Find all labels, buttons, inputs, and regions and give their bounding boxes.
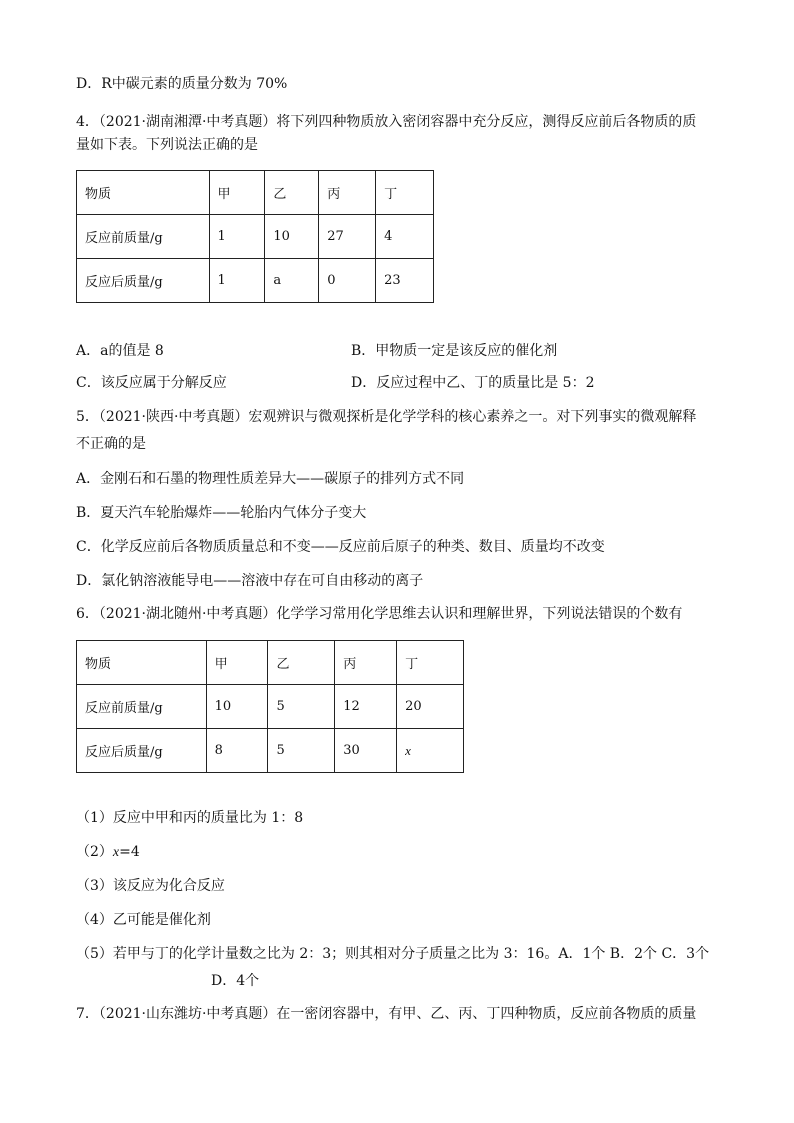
table-header-cell: 丙: [335, 641, 397, 685]
q6-statement-5: （5）若甲与丁的化学计量数之比为 2：3；则其相对分子质量之比为 3：16。A．1个 B．2个 C．3个: [76, 946, 710, 962]
q5-option-c: C．化学反应前后各物质质量总和不变——反应前后原子的种类、数目、质量均不改变: [76, 539, 605, 555]
table-header-cell: 物质: [77, 641, 207, 685]
table-header-cell: 甲: [206, 641, 268, 685]
table-row: [77, 729, 464, 773]
table-cell: 1: [209, 259, 265, 303]
q4-stem-line2: 量如下表。下列说法正确的是: [76, 137, 258, 153]
table-row: [77, 259, 434, 303]
q6-data-table: [76, 640, 464, 773]
table-cell: 12: [335, 685, 397, 729]
q6-statement-1: （1）反应中甲和丙的质量比为 1：8: [76, 810, 304, 826]
table-cell: 8: [206, 729, 268, 773]
table-cell: 30: [335, 729, 397, 773]
table-header-cell: 乙: [265, 171, 319, 215]
table-cell: 10: [206, 685, 268, 729]
q6-option-d: D．4个: [211, 973, 260, 989]
table-header-row: [77, 641, 464, 685]
q3-option-d: D．R中碳元素的质量分数为 70%: [76, 76, 288, 92]
q5-option-b: B．夏天汽车轮胎爆炸——轮胎内气体分子变大: [76, 505, 367, 521]
table-cell: a: [265, 259, 319, 303]
table-header-cell: 丙: [319, 171, 376, 215]
table-cell: 23: [376, 259, 434, 303]
q4-option-c: C．该反应属于分解反应: [76, 375, 227, 391]
table-header-cell: 物质: [77, 171, 210, 215]
q4-option-a: A．a的值是 8: [76, 343, 164, 359]
table-cell: 1: [209, 215, 265, 259]
q6-stem: 6．（2021·湖北随州·中考真题）化学学习常用化学思维去认识和理解世界，下列说法错误的个数有: [76, 606, 683, 622]
table-cell: 20: [397, 685, 464, 729]
table-row: [77, 685, 464, 729]
table-cell: 27: [319, 215, 376, 259]
table-row: [77, 215, 434, 259]
q4-option-b: B．甲物质一定是该反应的催化剂: [351, 343, 558, 359]
table-header-row: [77, 171, 434, 215]
q4-data-table: [76, 170, 434, 303]
q5-option-a: A．金刚石和石墨的物理性质差异大——碳原子的排列方式不同: [76, 471, 465, 487]
table-cell: 10: [265, 215, 319, 259]
table-header-cell: 乙: [268, 641, 335, 685]
q6-statement-3: （3）该反应为化合反应: [76, 878, 225, 894]
table-cell: 反应后质量/g: [77, 729, 207, 773]
table-header-cell: 丁: [397, 641, 464, 685]
q5-stem-line1: 5．（2021·陕西·中考真题）宏观辨识与微观探析是化学学科的核心素养之一。对下列事实的微观解释: [76, 409, 697, 425]
q6-statement-4: （4）乙可能是催化剂: [76, 912, 211, 928]
q4-stem-line1: 4．（2021·湖南湘潭·中考真题）将下列四种物质放入密闭容器中充分反应，测得反应前后各物质的质: [76, 114, 697, 130]
q7-stem: 7．（2021·山东潍坊·中考真题）在一密闭容器中，有甲、乙、丙、丁四种物质，反应前各物质的质量: [76, 1006, 697, 1022]
table-cell: 5: [268, 685, 335, 729]
statement-suffix: =4: [119, 844, 140, 860]
table-cell: 4: [376, 215, 434, 259]
statement-prefix: （2）: [76, 844, 113, 860]
table-header-cell: 甲: [209, 171, 265, 215]
q4-option-d: D．反应过程中乙、丁的质量比是 5：2: [351, 375, 595, 391]
table-cell: 反应后质量/g: [77, 259, 210, 303]
q5-stem-line2: 不正确的是: [76, 436, 146, 452]
table-cell: 反应前质量/g: [77, 685, 207, 729]
table-cell: 反应前质量/g: [77, 215, 210, 259]
table-header-cell: 丁: [376, 171, 434, 215]
variable-x: x: [112, 845, 120, 860]
q5-option-d: D．氯化钠溶液能导电——溶液中存在可自由移动的离子: [76, 573, 424, 589]
table-cell: 0: [319, 259, 376, 303]
q6-statement-2: [76, 842, 140, 863]
table-cell: 5: [268, 729, 335, 773]
table-cell: x: [397, 729, 464, 773]
